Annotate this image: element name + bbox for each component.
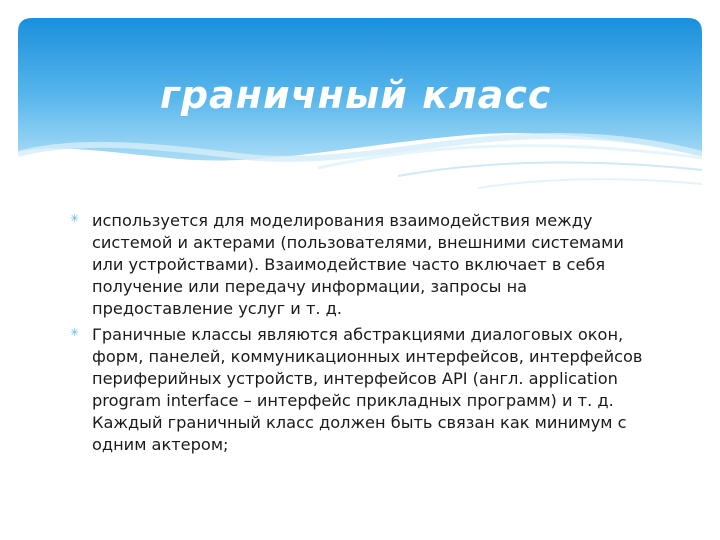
wave-banner-graphic bbox=[18, 18, 702, 218]
page-title: граничный класс bbox=[160, 73, 552, 117]
asterisk-bullet-icon: ✳ bbox=[70, 326, 80, 339]
asterisk-bullet-icon: ✳ bbox=[70, 212, 80, 225]
bullet-text: используется для моделирования взаимодействия между системой и актерами (пользователями, внешними системами или устройствами). Взаимодействие часто включает в себя получение или передачу информации, запросы на предоставление услуг и т. д. bbox=[92, 211, 624, 318]
title-banner bbox=[18, 18, 702, 218]
bullet-text: Граничные классы являются абстракциями диалоговых окон, форм, панелей, коммуникационных интерфейсов, интерфейсов периферийных устройств, интерфейсов API (англ. application program interface – интерфейс прикладных программ) и т. д. Каждый граничный класс должен быть связан как минимум с одним актером; bbox=[92, 325, 643, 454]
list-item bbox=[70, 324, 660, 456]
list-item bbox=[70, 210, 660, 320]
bullet-list bbox=[70, 210, 660, 460]
